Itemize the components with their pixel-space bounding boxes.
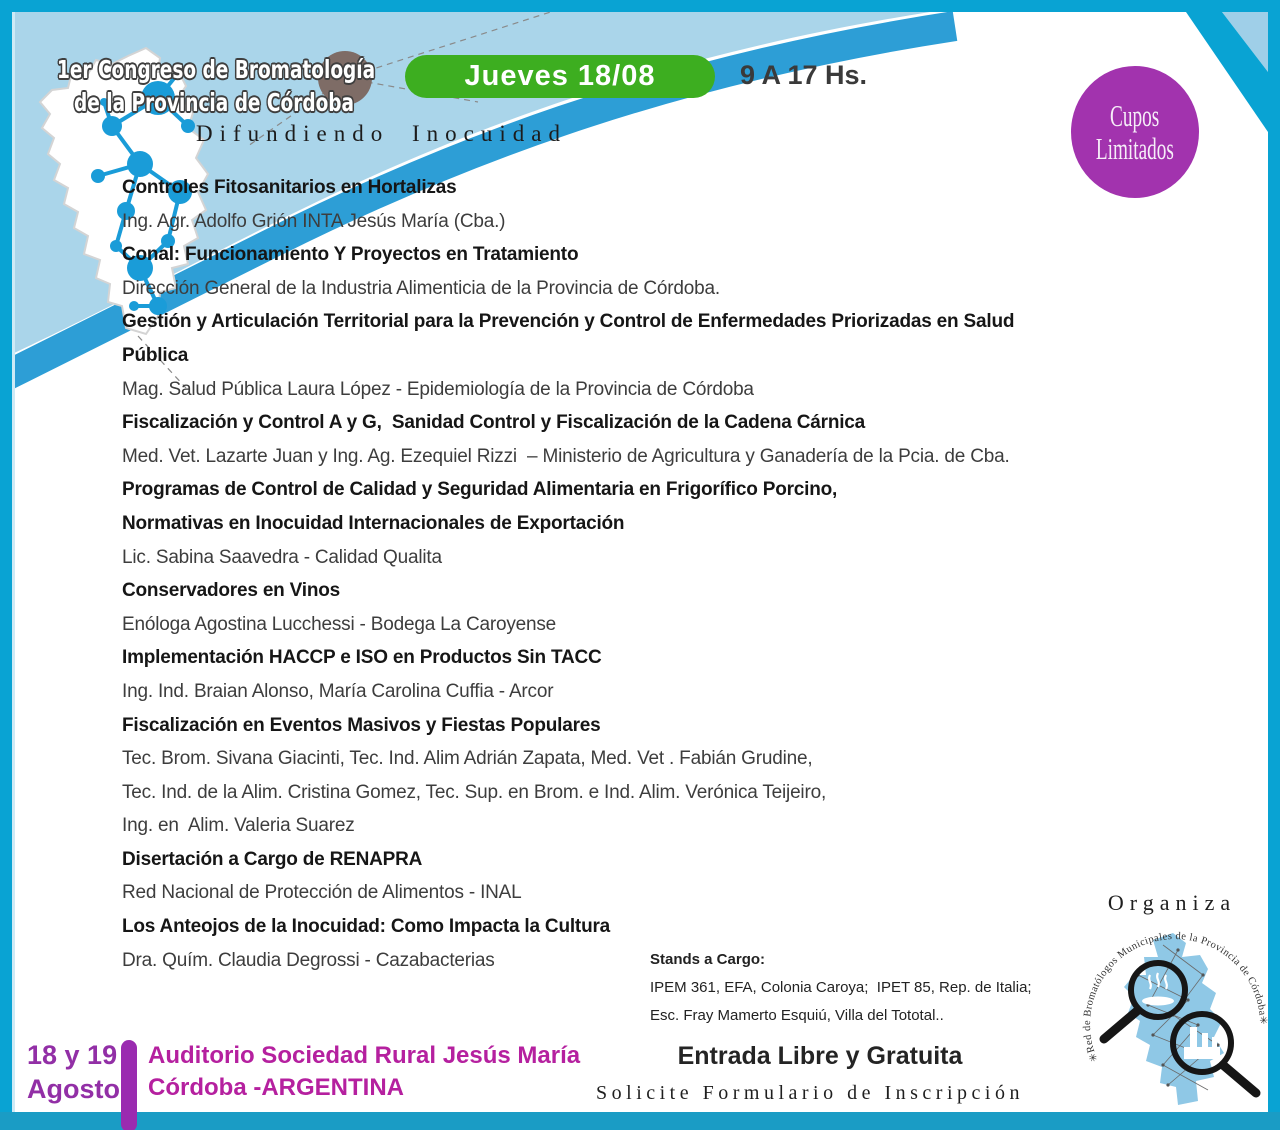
session-title: Gestión y Articulación Territorial para la Prevención y Control de Enfermedades Priorizadas en Salud xyxy=(122,311,1015,333)
divider-bar xyxy=(121,1040,137,1130)
congress-title-line2: de la Provincia de Córdoba xyxy=(74,88,355,117)
session-title: Fiscalización en Eventos Masivos y Fiestas Populares xyxy=(122,714,601,736)
session-speaker: Ing. en Alim. Valeria Suarez xyxy=(122,815,355,837)
congress-title-line1: 1er Congreso de Bromatología xyxy=(57,55,376,84)
session-speaker: Mag. Salud Pública Laura López - Epidemiología de la Provincia de Córdoba xyxy=(122,378,754,400)
session-speaker: Tec. Brom. Sivana Giacinti, Tec. Ind. Alim Adrián Zapata, Med. Vet . Fabián Grudine, xyxy=(122,748,813,770)
venue-line1: Auditorio Sociedad Rural Jesús María xyxy=(148,1042,581,1069)
stands-lines xyxy=(650,974,1032,1030)
session-title: Conservadores en Vinos xyxy=(122,580,341,602)
session-speaker: Ing. Agr. Adolfo Grión INTA Jesús María (Cba.) xyxy=(122,210,506,232)
border-inner-highlight xyxy=(12,12,15,1112)
bottom-border-strip xyxy=(0,1112,1280,1130)
session-title: Fiscalización y Control A y G, Sanidad Control y Fiscalización de la Cadena Cárnica xyxy=(122,412,866,434)
event-dates xyxy=(27,1038,120,1106)
session-title: Pública xyxy=(122,344,189,366)
stands-line: Esc. Fray Mamerto Esquiú, Villa del Tototal.. xyxy=(650,1007,944,1024)
schedule-list xyxy=(122,171,1014,977)
session-speaker: Enóloga Agostina Lucchessi - Bodega La Caroyense xyxy=(122,613,557,635)
session-title: Controles Fitosanitarios en Hortalizas xyxy=(122,177,457,198)
free-entry-note: Entrada Libre y Gratuita xyxy=(677,1042,963,1070)
stands-section xyxy=(650,946,1032,1030)
session-speaker: Dra. Quím. Claudia Degrossi - Cazabacterias xyxy=(122,949,495,971)
session-title: Disertación a Cargo de RENAPRA xyxy=(122,848,423,870)
cupos-limitados-badge xyxy=(1071,66,1199,198)
organizer-seal xyxy=(1078,905,1273,1110)
venue-line2: Córdoba -ARGENTINA xyxy=(148,1074,404,1101)
badge-line2: Limitados xyxy=(1096,131,1174,166)
session-title: Los Anteojos de la Inocuidad: Como Impacta la Cultura xyxy=(122,916,611,938)
session-speaker: Ing. Ind. Braian Alonso, María Carolina Cuffia - Arcor xyxy=(122,680,554,702)
session-speaker: Red Nacional de Protección de Alimentos - INAL xyxy=(122,882,522,904)
session-speaker: Med. Vet. Lazarte Juan y Ing. Ag. Ezequiel Rizzi – Ministerio de Agricultura y Ganadería de la Pcia. de Cba. xyxy=(122,445,1010,467)
registration-form-note: Solicite Formulario de Inscripción xyxy=(596,1082,1024,1104)
stands-heading: Stands a Cargo: xyxy=(650,951,766,968)
event-hours: 9 A 17 Hs. xyxy=(740,60,868,90)
organizer-map-silhouette xyxy=(1124,933,1224,1105)
venue xyxy=(148,1040,580,1104)
session-title: Implementación HACCP e ISO en Productos Sin TACC xyxy=(122,647,602,669)
session-title: Programas de Control de Calidad y Seguridad Alimentaria en Frigorífico Porcino, xyxy=(122,479,838,501)
session-title: Conal: Funcionamiento Y Proyectos en Tratamiento xyxy=(122,244,579,266)
date-pill: Jueves 18/08 xyxy=(405,55,715,98)
session-title: Normativas en Inocuidad Internacionales de Exportación xyxy=(122,512,625,534)
session-speaker: Tec. Ind. de la Alim. Cristina Gomez, Tec. Sup. en Brom. e Ind. Alim. Verónica Teijeiro, xyxy=(122,781,827,803)
organizer-arc-text: ✳Red de Bromatólogos Municipales de la Provincia de Córdoba✳ xyxy=(1081,930,1269,1064)
tagline: Difundiendo Inocuidad xyxy=(196,121,567,146)
session-speaker: Dirección General de la Industria Alimenticia de la Provincia de Córdoba. xyxy=(122,277,720,299)
organizer-heading: Organiza xyxy=(1107,890,1237,915)
event-dates-line2: Agosto xyxy=(27,1074,120,1104)
stands-line: IPEM 361, EFA, Colonia Caroya; IPET 85, Rep. de Italia; xyxy=(650,979,1032,996)
event-dates-line1: 18 y 19 xyxy=(27,1040,118,1070)
session-speaker: Lic. Sabina Saavedra - Calidad Qualita xyxy=(122,546,442,568)
badge-line1: Cupos xyxy=(1110,98,1160,133)
